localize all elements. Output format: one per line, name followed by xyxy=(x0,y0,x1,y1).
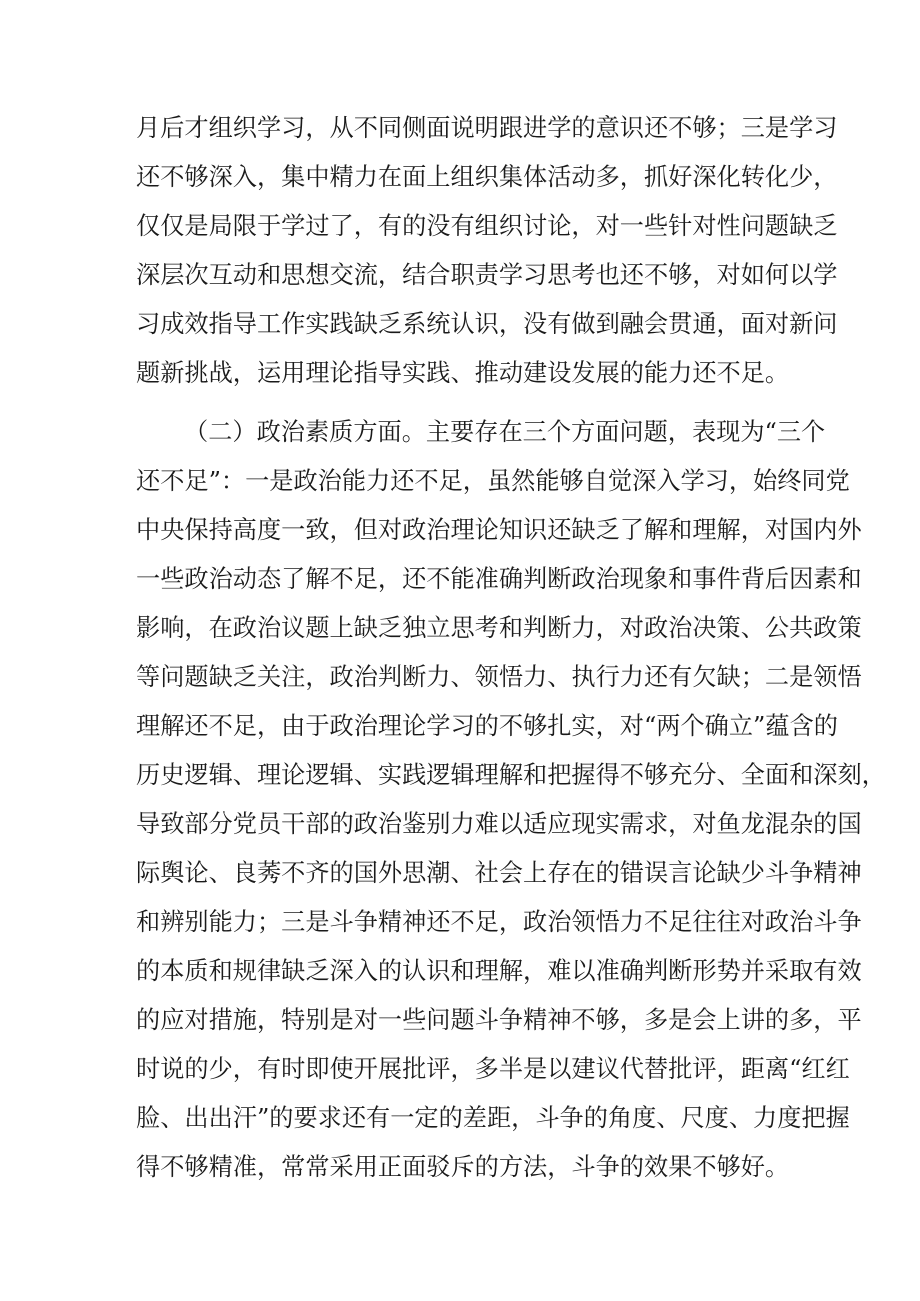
text-line: 中央保持高度一致，但对政治理论知识还缺乏了解和理解，对国内外 xyxy=(136,516,862,544)
text-line: 导致部分党员干部的政治鉴别力难以适应现实需求，对鱼龙混杂的国 xyxy=(136,810,862,838)
text-line: 历史逻辑、理论逻辑、实践逻辑理解和把握得不够充分、全面和深刻， xyxy=(136,761,886,789)
text-line: 影响，在政治议题上缺乏独立思考和判断力，对政治决策、公共政策 xyxy=(136,614,862,642)
text-line: 得不够精准，常常采用正面驳斥的方法，斗争的效果不够好。 xyxy=(136,1153,790,1181)
text-line: 仅仅是局限于学过了，有的没有组织讨论，对一些针对性问题缺乏 xyxy=(136,212,838,240)
text-line: 的应对措施，特别是对一些问题斗争精神不够，多是会上讲的多，平 xyxy=(136,1006,862,1034)
text-line: 深层次互动和思想交流，结合职责学习思考也还不够，对如何以学 xyxy=(136,261,838,289)
text-line: 的本质和规律缺乏深入的认识和理解，难以准确判断形势并采取有效 xyxy=(136,957,862,985)
text-line: 和辨别能力；三是斗争精神还不足，政治领悟力不足往往对政治斗争 xyxy=(136,908,862,936)
text-line: 还不足”：一是政治能力还不足，虽然能够自觉深入学习，始终同党 xyxy=(136,467,850,495)
text-line: （二）政治素质方面。主要存在三个方面问题，表现为“三个 xyxy=(184,418,826,446)
text-line: 题新挑战，运用理论指导实践、推动建设发展的能力还不足。 xyxy=(136,359,790,387)
text-line: 际舆论、良莠不齐的国外思潮、社会上存在的错误言论缺少斗争精神 xyxy=(136,859,862,887)
text-line: 一些政治动态了解不足，还不能准确判断政治现象和事件背后因素和 xyxy=(136,565,862,593)
text-line: 理解还不足，由于政治理论学习的不够扎实，对“两个确立”蕴含的 xyxy=(136,712,838,740)
text-line: 时说的少，有时即使开展批评，多半是以建议代替批评，距离“红红 xyxy=(136,1055,850,1083)
text-line: 习成效指导工作实践缺乏系统认识，没有做到融会贯通，面对新问 xyxy=(136,310,838,338)
text-line: 还不够深入，集中精力在面上组织集体活动多，抓好深化转化少， xyxy=(136,163,838,191)
text-line: 脸、出出汗”的要求还有一定的差距，斗争的角度、尺度、力度把握 xyxy=(136,1104,850,1132)
text-line: 等问题缺乏关注，政治判断力、领悟力、执行力还有欠缺；二是领悟 xyxy=(136,663,862,691)
text-line: 月后才组织学习，从不同侧面说明跟进学的意识还不够；三是学习 xyxy=(136,114,838,142)
